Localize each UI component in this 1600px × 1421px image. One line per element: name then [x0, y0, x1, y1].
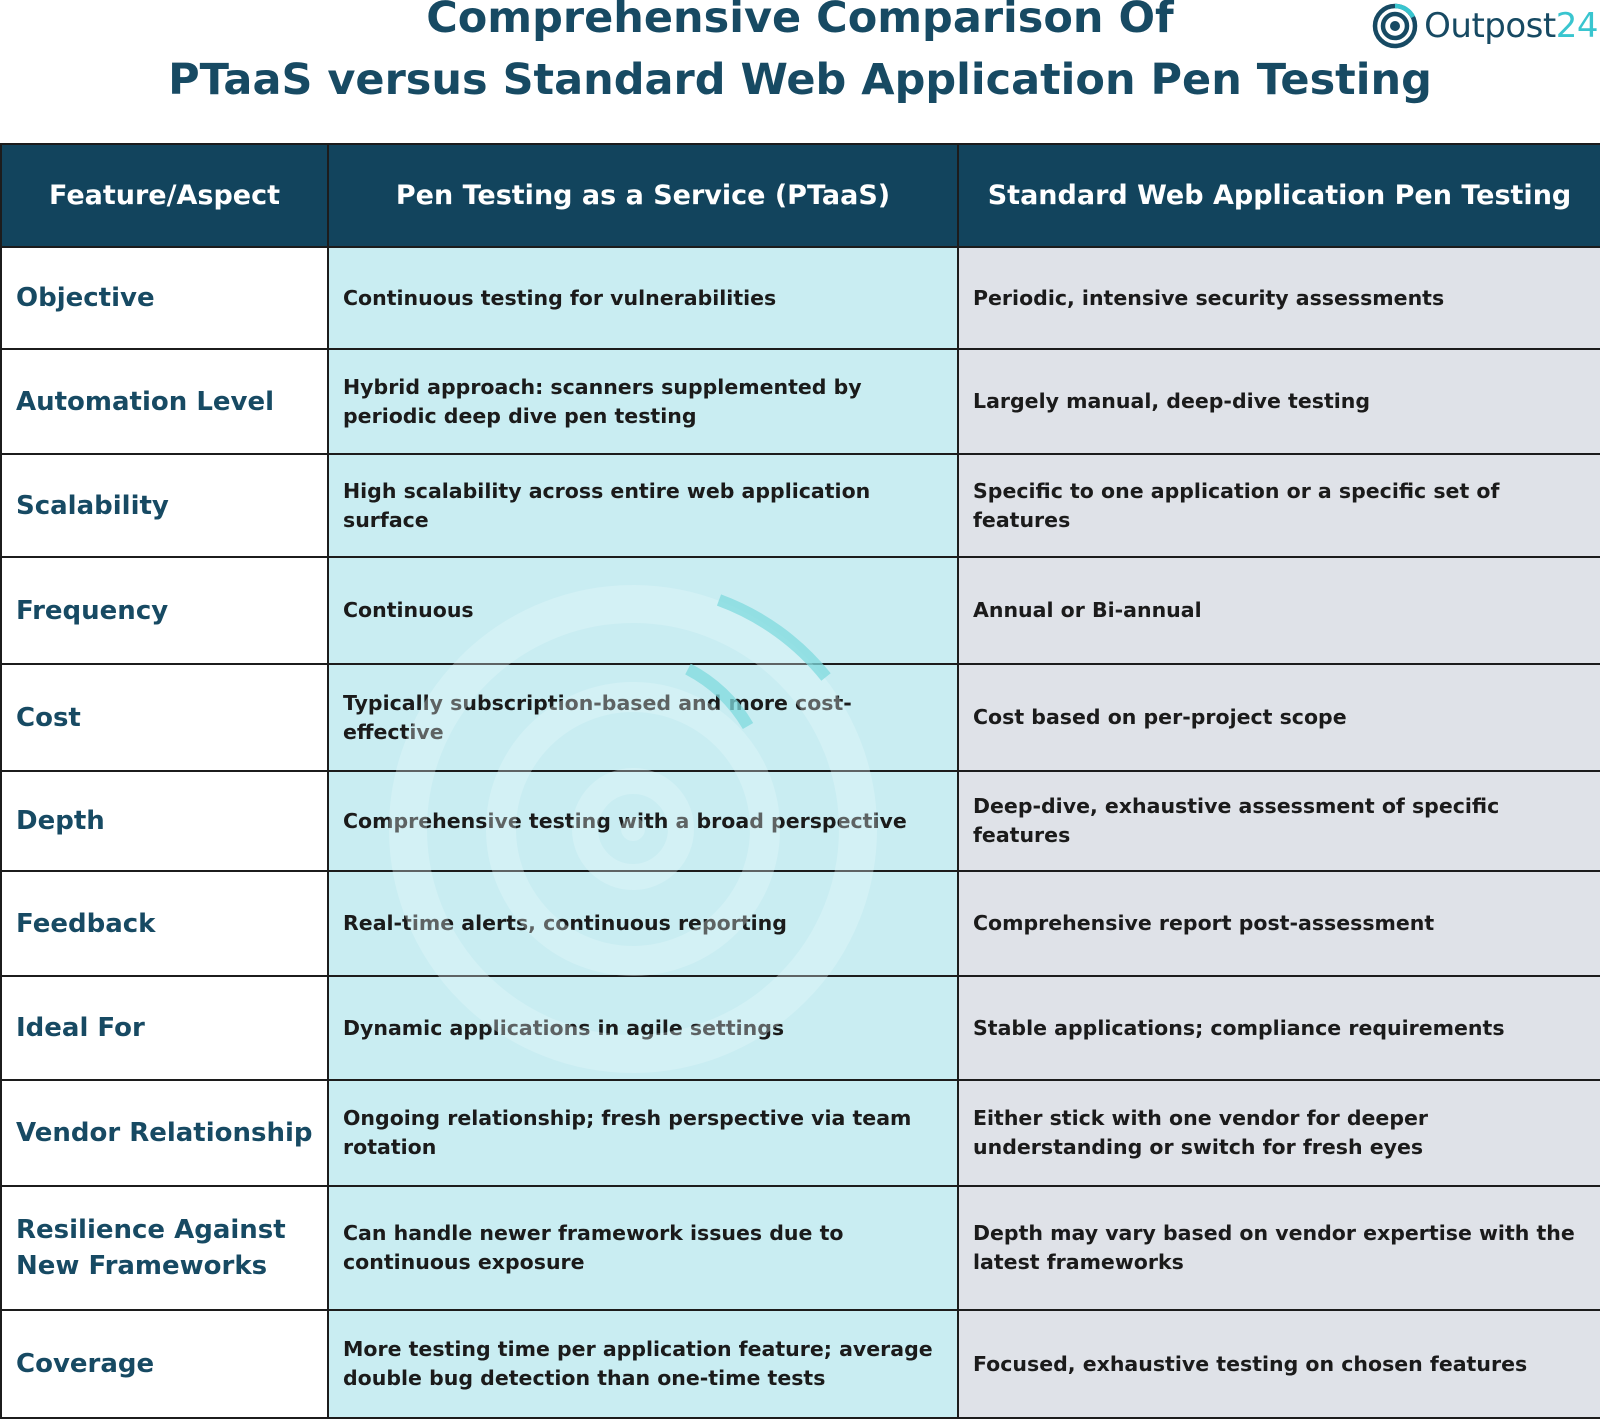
- ptaas-cell: Typically subscription-based and more cost-effective: [328, 664, 958, 771]
- feature-cell: Depth: [1, 771, 328, 871]
- header-standard: Standard Web Application Pen Testing: [958, 144, 1600, 247]
- standard-cell: Either stick with one vendor for deeper understanding or switch for fresh eyes: [958, 1080, 1600, 1186]
- ptaas-cell: Can handle newer framework issues due to continuous exposure: [328, 1186, 958, 1310]
- table-row: [1, 349, 1600, 454]
- table-row: [1, 1310, 1600, 1418]
- standard-cell: Cost based on per-project scope: [958, 664, 1600, 771]
- standard-cell: Stable applications; compliance requirements: [958, 976, 1600, 1080]
- feature-cell: Ideal For: [1, 976, 328, 1080]
- table-row: [1, 871, 1600, 976]
- table-row: [1, 664, 1600, 771]
- table-row: [1, 454, 1600, 557]
- comparison-table: [0, 143, 1600, 1419]
- table-row: [1, 1080, 1600, 1186]
- feature-cell: Resilience Against New Frameworks: [1, 1186, 328, 1310]
- standard-cell: Largely manual, deep-dive testing: [958, 349, 1600, 454]
- ptaas-cell: Continuous testing for vulnerabilities: [328, 247, 958, 349]
- title-line-1: Comprehensive Comparison Of: [426, 0, 1174, 43]
- feature-cell: Feedback: [1, 871, 328, 976]
- outpost24-logo: [1372, 0, 1598, 52]
- comparison-table-container: [0, 143, 1600, 1420]
- logo-number: 24: [1555, 6, 1598, 46]
- header-feature: Feature/Aspect: [1, 144, 328, 247]
- feature-cell: Scalability: [1, 454, 328, 557]
- table-row: [1, 247, 1600, 349]
- standard-cell: Annual or Bi-annual: [958, 557, 1600, 664]
- table-header-row: [1, 144, 1600, 247]
- ptaas-cell: High scalability across entire web application surface: [328, 454, 958, 557]
- title-line-2: PTaaS versus Standard Web Application Pen Testing: [168, 55, 1432, 105]
- ptaas-cell: Ongoing relationship; fresh perspective via team rotation: [328, 1080, 958, 1186]
- ptaas-cell: Dynamic applications in agile settings: [328, 976, 958, 1080]
- feature-cell: Frequency: [1, 557, 328, 664]
- ptaas-cell: Hybrid approach: scanners supplemented by periodic deep dive pen testing: [328, 349, 958, 454]
- feature-cell: Cost: [1, 664, 328, 771]
- standard-cell: Specific to one application or a specific set of features: [958, 454, 1600, 557]
- ptaas-cell: More testing time per application feature; average double bug detection than one-time tests: [328, 1310, 958, 1418]
- standard-cell: Focused, exhaustive testing on chosen features: [958, 1310, 1600, 1418]
- feature-cell: Vendor Relationship: [1, 1080, 328, 1186]
- logo-name: Outpost: [1424, 6, 1556, 46]
- standard-cell: Depth may vary based on vendor expertise with the latest frameworks: [958, 1186, 1600, 1310]
- ptaas-cell: Comprehensive testing with a broad perspective: [328, 771, 958, 871]
- feature-cell: Automation Level: [1, 349, 328, 454]
- table-row: [1, 976, 1600, 1080]
- standard-cell: Comprehensive report post-assessment: [958, 871, 1600, 976]
- standard-cell: Periodic, intensive security assessments: [958, 247, 1600, 349]
- table-row: [1, 1186, 1600, 1310]
- logo-wordmark: [1424, 6, 1598, 46]
- table-row: [1, 557, 1600, 664]
- table-row: [1, 771, 1600, 871]
- feature-cell: Coverage: [1, 1310, 328, 1418]
- standard-cell: Deep-dive, exhaustive assessment of specific features: [958, 771, 1600, 871]
- ptaas-cell: Real-time alerts, continuous reporting: [328, 871, 958, 976]
- ptaas-cell: Continuous: [328, 557, 958, 664]
- header-ptaas: Pen Testing as a Service (PTaaS): [328, 144, 958, 247]
- target-rings-icon: [1372, 3, 1418, 49]
- feature-cell: Objective: [1, 247, 328, 349]
